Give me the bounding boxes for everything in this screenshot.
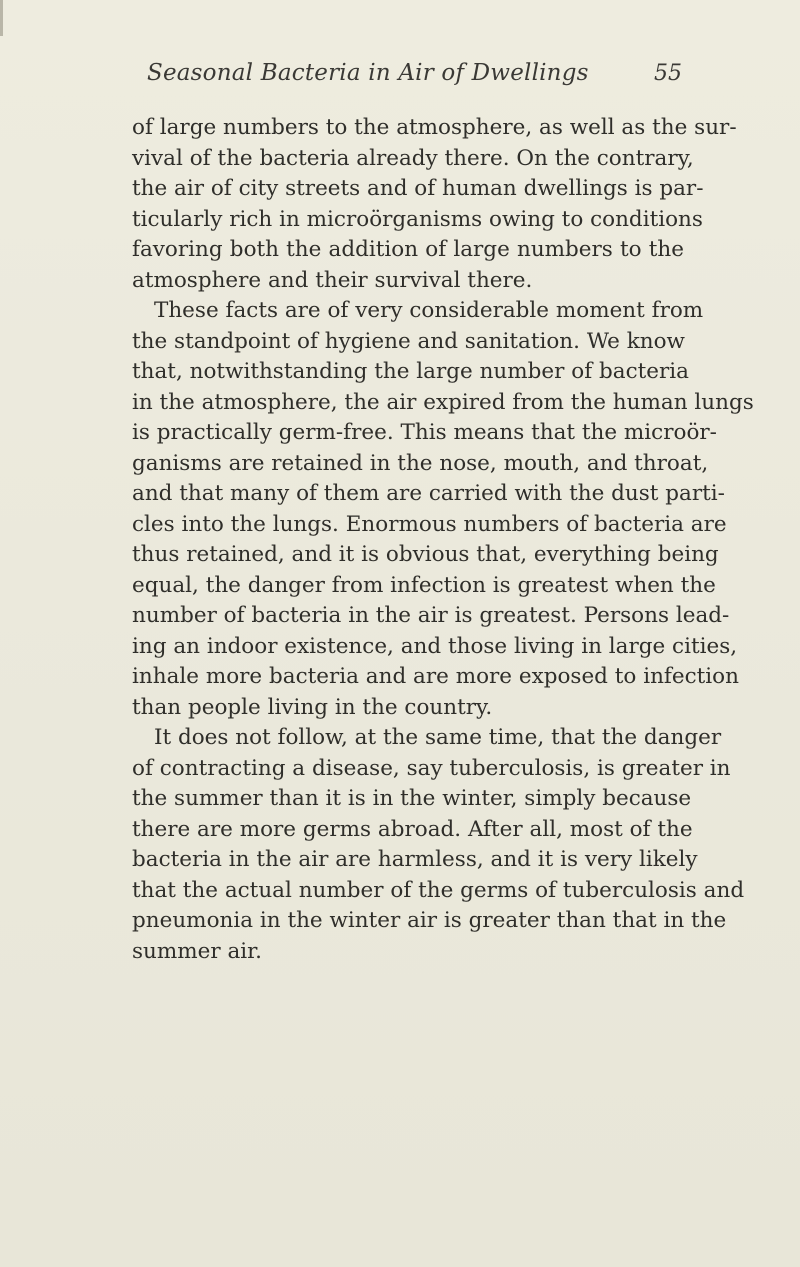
text-line: favoring both the addition of large numbers to the xyxy=(132,237,684,262)
text-line: thus retained, and it is obvious that, everything being xyxy=(132,542,719,567)
text-line: number of bacteria in the air is greatest. Persons lead- xyxy=(132,603,730,628)
text-line: vival of the bacteria already there. On the contrary, xyxy=(132,145,694,171)
text-line: the air of city streets and of human dwellings is par- xyxy=(132,176,704,201)
text-line: of contracting a disease, say tuberculosis, is greater in xyxy=(132,755,731,781)
text-line: ticularly rich in microörganisms owing to conditions xyxy=(132,206,703,232)
running-title: Seasonal Bacteria in Air of Dwellings xyxy=(147,60,589,86)
paragraph-3 xyxy=(132,723,745,967)
text-line: of large numbers to the atmosphere, as well as the sur- xyxy=(132,115,737,140)
text-line: pneumonia in the winter air is greater than that in the xyxy=(132,908,727,933)
text-line: the standpoint of hygiene and sanitation. We know xyxy=(132,328,685,354)
text-line: than people living in the country. xyxy=(132,694,493,720)
text-line: ing an indoor existence, and those living in large cities, xyxy=(132,633,738,659)
page-number: 55 xyxy=(654,61,682,86)
body-text xyxy=(132,113,754,967)
text-line: atmosphere and their survival there. xyxy=(132,267,533,293)
text-line: It does not follow, at the same time, that the danger xyxy=(154,725,722,750)
text-line: is practically germ-free. This means that the microör- xyxy=(132,420,717,445)
text-line: ganisms are retained in the nose, mouth, and throat, xyxy=(132,450,709,476)
text-line: there are more germs abroad. After all, most of the xyxy=(132,816,693,842)
paragraph-2 xyxy=(132,296,754,723)
text-line: the summer than it is in the winter, simply because xyxy=(132,786,692,811)
text-line: inhale more bacteria and are more exposed to infection xyxy=(132,664,739,689)
text-line: cles into the lungs. Enormous numbers of bacteria are xyxy=(132,511,727,537)
text-line: in the atmosphere, the air expired from the human lungs xyxy=(132,389,754,415)
text-line: that, notwithstanding the large number of bacteria xyxy=(132,359,689,384)
text-line: bacteria in the air are harmless, and it is very likely xyxy=(132,847,698,872)
text-line: summer air. xyxy=(132,938,262,964)
paragraph-1 xyxy=(132,113,737,296)
text-line: equal, the danger from infection is greatest when the xyxy=(132,572,716,598)
page-edge-mark xyxy=(0,0,3,36)
text-line: and that many of them are carried with the dust parti- xyxy=(132,481,725,506)
text-line: that the actual number of the germs of tuberculosis and xyxy=(132,877,745,903)
text-line: These facts are of very considerable moment from xyxy=(154,298,704,323)
running-head xyxy=(131,60,682,92)
